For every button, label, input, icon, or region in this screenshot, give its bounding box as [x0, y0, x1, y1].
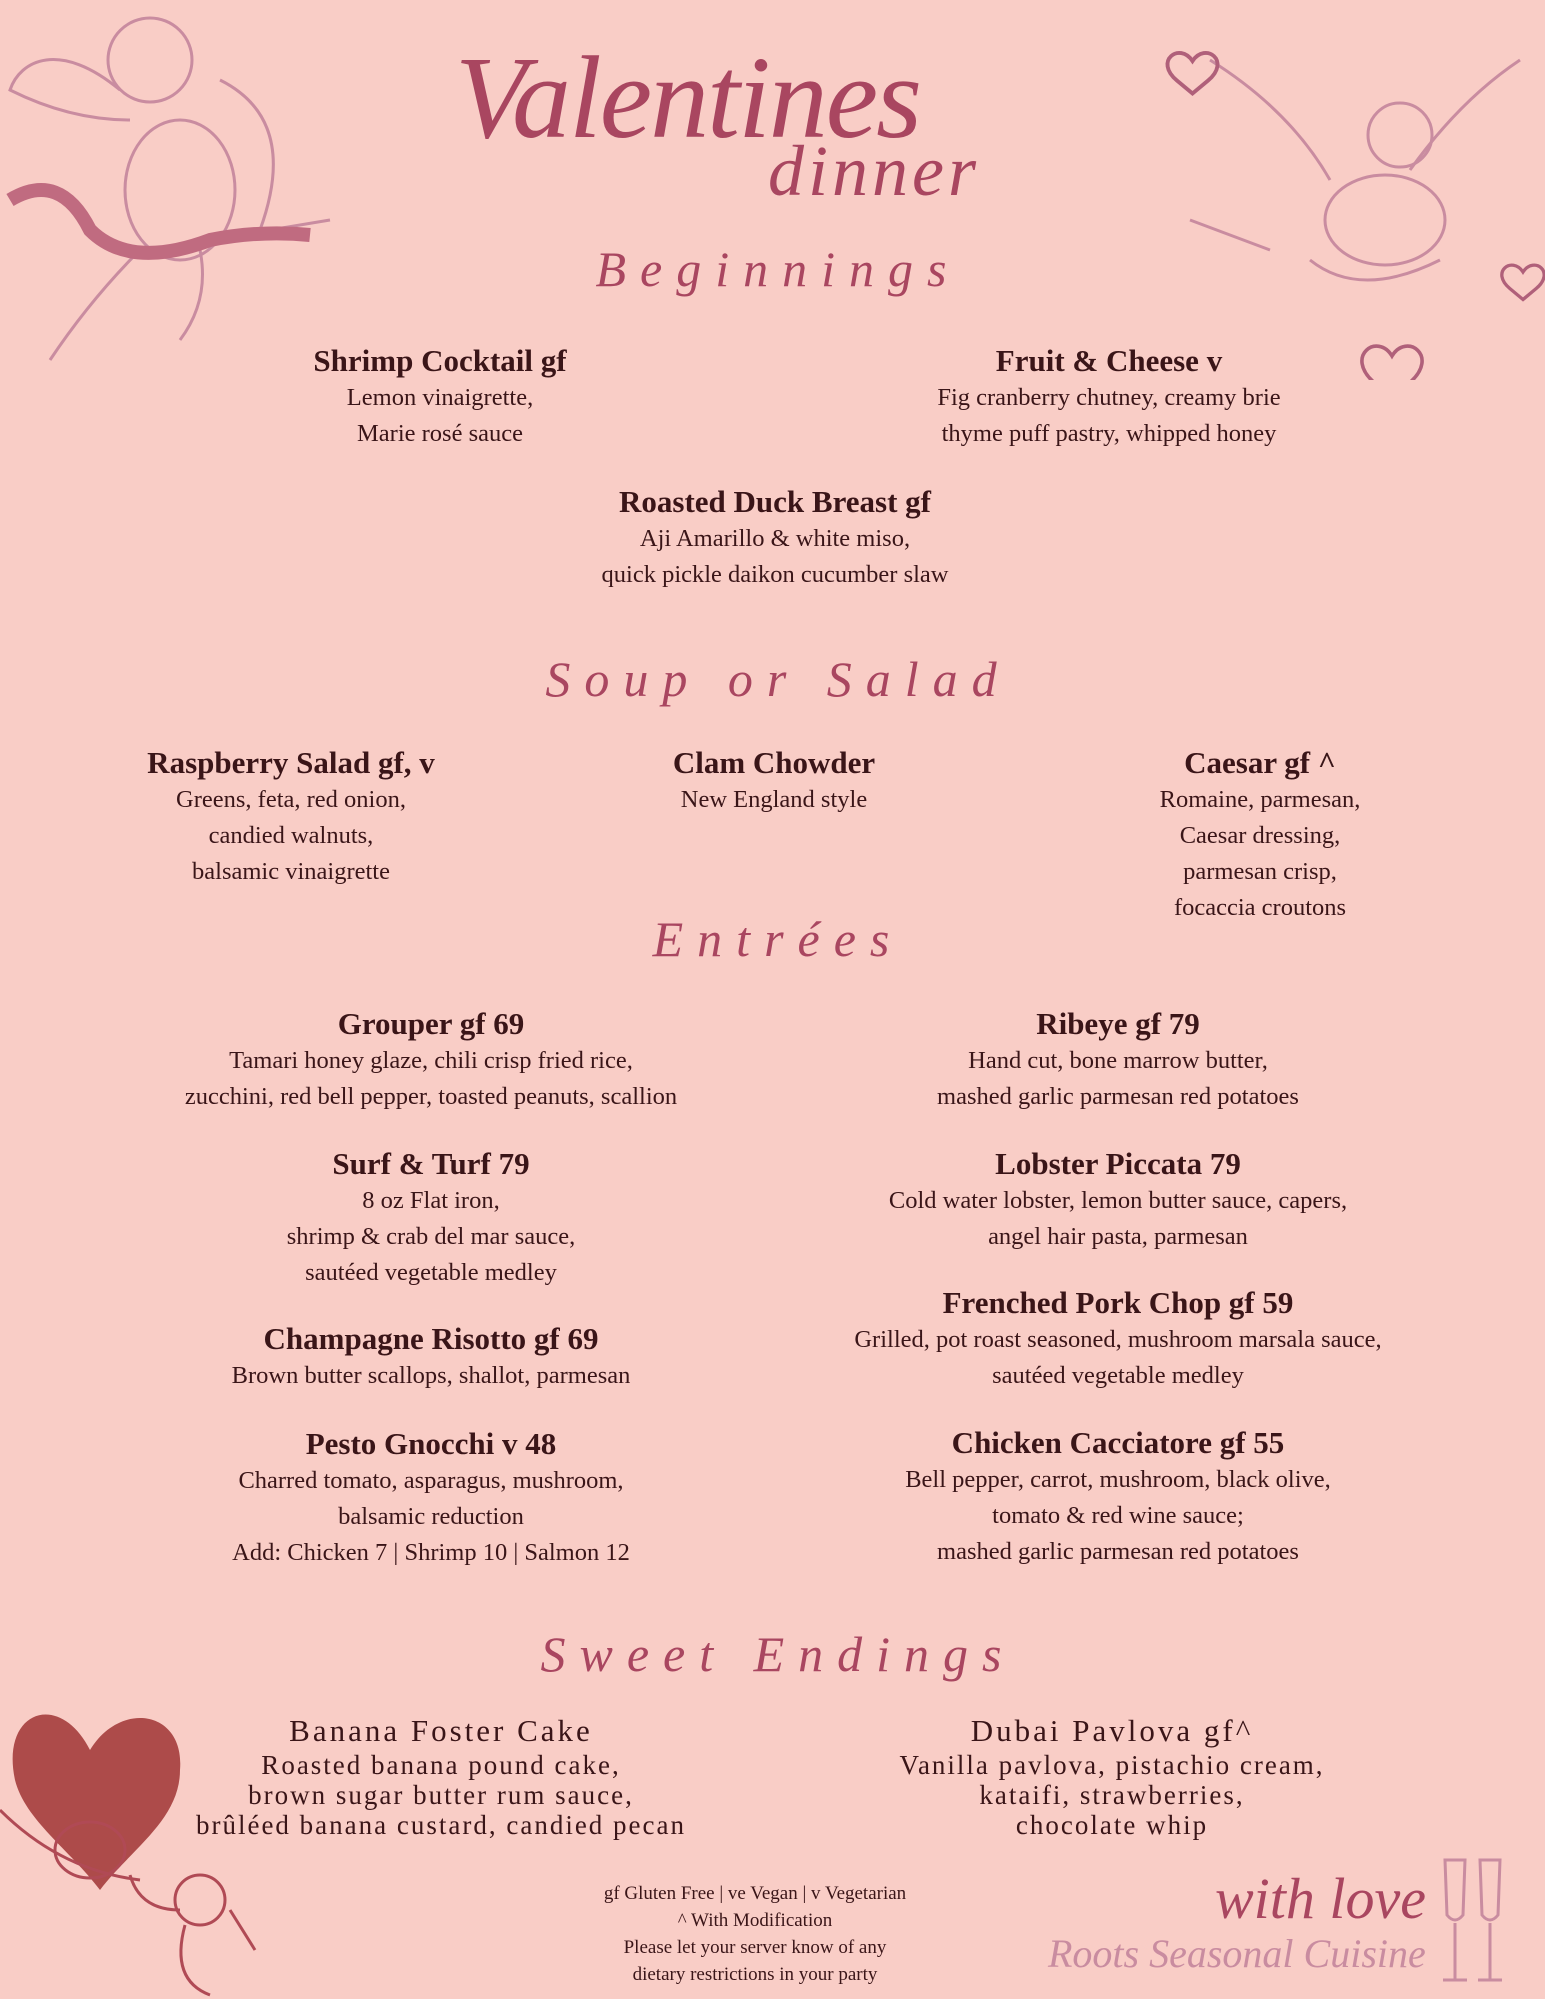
- menu-item-name: Surf & Turf 79: [332, 1146, 530, 1181]
- menu-item: [287, 1145, 575, 1291]
- menu-item: [147, 744, 435, 890]
- menu-item: [889, 1145, 1347, 1255]
- menu-item-name: Ribeye gf 79: [1036, 1006, 1200, 1041]
- menu-item-name: Dubai Pavlova gf^: [970, 1713, 1254, 1748]
- menu-item-description: mashed garlic parmesan red potatoes: [937, 1538, 1299, 1565]
- menu-item-name: Champagne Risotto gf 69: [263, 1321, 599, 1356]
- menu-item-description: Tamari honey glaze, chili crisp fried rice,: [229, 1047, 633, 1074]
- menu-item-description: quick pickle daikon cucumber slaw: [601, 561, 949, 588]
- heading-entrees: Entrées: [652, 911, 904, 967]
- menu-item-description: angel hair pasta, parmesan: [988, 1223, 1248, 1250]
- menu-item-name: Shrimp Cocktail gf: [313, 343, 567, 378]
- menu-item: [905, 1424, 1331, 1570]
- menu-item-name: Clam Chowder: [672, 745, 876, 780]
- menu-item-description: Add: Chicken 7 | Shrimp 10 | Salmon 12: [232, 1539, 630, 1566]
- menu-item-name: Lobster Piccata 79: [995, 1146, 1241, 1181]
- menu-item-description: New England style: [680, 786, 868, 813]
- menu-item-description: Greens, feta, red onion,: [176, 786, 406, 813]
- menu-item-description: Bell pepper, carrot, mushroom, black olive,: [905, 1466, 1331, 1493]
- menu-item: [185, 1005, 677, 1115]
- menu-item: [602, 483, 949, 593]
- menu-item-description: Vanilla pavlova, pistachio cream,: [899, 1750, 1325, 1780]
- menu-item-description: Aji Amarillo & white miso,: [639, 525, 911, 552]
- menu-item-description: Caesar dressing,: [1179, 822, 1341, 849]
- note-line-2: dietary restrictions in your party: [632, 1964, 878, 1985]
- menu-item-description: sautéed vegetable medley: [992, 1362, 1244, 1389]
- menu-item: [899, 1712, 1324, 1840]
- title-valentines: Valentines: [455, 32, 921, 163]
- note-line-1: Please let your server know of any: [623, 1937, 887, 1958]
- menu-item-name: Grouper gf 69: [337, 1006, 525, 1041]
- menu-item-description: thyme puff pastry, whipped honey: [941, 420, 1277, 447]
- menu-item-description: brûléed banana custard, candied pecan: [195, 1810, 687, 1840]
- champagne-glasses-icon: [1435, 1855, 1515, 1990]
- menu-item: [1160, 744, 1361, 926]
- modification-line: ^ With Modification: [677, 1910, 833, 1931]
- menu-item: [196, 1712, 686, 1840]
- menu-item-description: Grilled, pot roast seasoned, mushroom marsala sauce,: [854, 1326, 1382, 1353]
- heading-beginnings: Beginnings: [595, 241, 961, 297]
- menu-item-name: Chicken Cacciatore gf 55: [951, 1425, 1285, 1460]
- menu-item-name: Banana Foster Cake: [289, 1713, 593, 1748]
- menu-item-description: balsamic vinaigrette: [192, 858, 390, 885]
- menu-item: [232, 1320, 631, 1394]
- menu-item-description: mashed garlic parmesan red potatoes: [937, 1083, 1299, 1110]
- menu-item: [937, 1005, 1299, 1115]
- menu-item: [937, 342, 1280, 452]
- menu-item-description: zucchini, red bell pepper, toasted peanuts, scallion: [184, 1083, 678, 1110]
- legend-line: gf Gluten Free | ve Vegan | v Vegetarian: [603, 1883, 907, 1904]
- menu-item-description: Marie rosé sauce: [357, 420, 523, 447]
- menu-item-name: Frenched Pork Chop gf 59: [942, 1285, 1294, 1320]
- menu-item-description: tomato & red wine sauce;: [992, 1502, 1244, 1529]
- menu-item-description: brown sugar butter rum sauce,: [248, 1780, 634, 1810]
- menu-item: [673, 744, 875, 818]
- menu-item-description: Hand cut, bone marrow butter,: [968, 1047, 1268, 1074]
- menu-item-description: balsamic reduction: [338, 1503, 524, 1530]
- menu-item-description: focaccia croutons: [1173, 894, 1347, 921]
- title-dinner: dinner: [768, 131, 980, 211]
- menu-item: [854, 1284, 1381, 1394]
- menu-item-description: Fig cranberry chutney, creamy brie: [937, 384, 1281, 411]
- menu-item-description: candied walnuts,: [208, 822, 374, 849]
- menu-item-description: Cold water lobster, lemon butter sauce, capers,: [888, 1187, 1348, 1214]
- menu-item-description: Romaine, parmesan,: [1159, 786, 1361, 813]
- menu-item-description: Roasted banana pound cake,: [261, 1750, 621, 1780]
- heading-soup-or-salad: Soup or Salad: [545, 651, 1011, 707]
- signoff-restaurant-name: Roots Seasonal Cuisine: [1048, 1931, 1426, 1976]
- dietary-legend: [604, 1880, 906, 1988]
- cupid-with-rose-illustration: [1160, 30, 1545, 380]
- menu-item-description: Charred tomato, asparagus, mushroom,: [238, 1467, 624, 1494]
- menu-item: [313, 342, 566, 452]
- menu-item-description: parmesan crisp,: [1183, 858, 1337, 885]
- menu-item-description: Brown butter scallops, shallot, parmesan: [231, 1362, 631, 1389]
- signoff-with-love: with love: [1215, 1866, 1427, 1931]
- menu-item-name: Caesar gf ^: [1184, 745, 1336, 780]
- menu-item-description: 8 oz Flat iron,: [362, 1187, 500, 1214]
- menu-item-name: Raspberry Salad gf, v: [147, 745, 435, 780]
- menu-item-name: Pesto Gnocchi v 48: [305, 1426, 557, 1461]
- menu-item-description: kataifi, strawberries,: [979, 1780, 1245, 1810]
- menu-item-description: shrimp & crab del mar sauce,: [286, 1223, 576, 1250]
- menu-item-description: Lemon vinaigrette,: [346, 384, 534, 411]
- menu-item-name: Roasted Duck Breast gf: [618, 484, 931, 519]
- heading-sweet-endings: Sweet Endings: [540, 1626, 1016, 1682]
- menu-item: [232, 1425, 630, 1571]
- menu-item-name: Fruit & Cheese v: [995, 343, 1223, 378]
- menu-item-description: chocolate whip: [1015, 1810, 1209, 1840]
- cupid-with-bow-illustration: [0, 0, 340, 380]
- menu-item-description: sautéed vegetable medley: [305, 1259, 557, 1286]
